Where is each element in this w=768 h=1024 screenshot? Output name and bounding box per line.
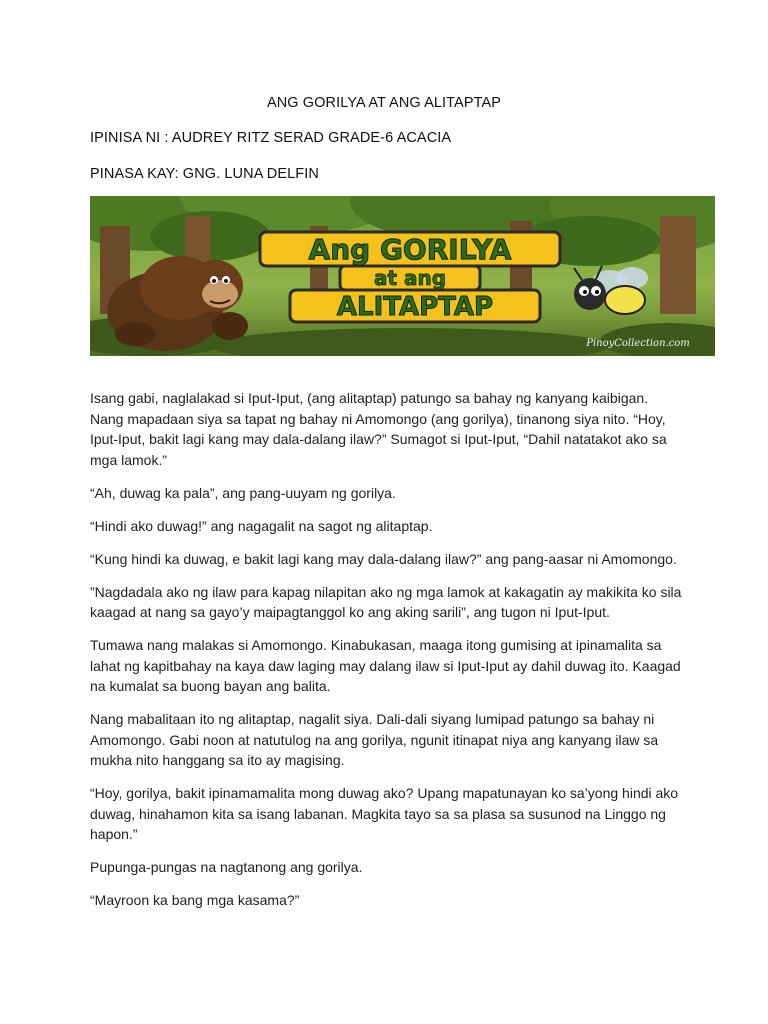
story-paragraph: Pupunga-pungas na nagtanong ang gorilya. <box>90 859 363 875</box>
banner-line-3: ALITAPTAP <box>336 292 494 322</box>
story-paragraph: Isang gabi, naglalakad si Iput-Iput, (ang alitaptap) patungo sa bahay ng kanyang kaibigan. Nang mapadaan siya sa tapat ng bahay ni Amomongo (ang gorilya), tinanong siya nito. “Hoy, Iput-Iput, bakit lagi kang may dala-dalang ilaw?” Sumagot si Iput-Iput, “Dahil natatakot ako sa mga lamok.” <box>90 390 667 468</box>
banner-line-1: Ang GORILYA <box>308 233 512 266</box>
banner-watermark: PinoyCollection.com <box>586 338 690 349</box>
story-paragraph: Tumawa nang malakas si Amomongo. Kinabukasan, maaga itong gumising at ipinamalita sa lahat ng kapitbahay na kaya daw laging may dalang ilaw si Iput-Iput ay dahil duwag ito. Kaagad na kumalat sa buong bayan ang balita. <box>90 637 681 694</box>
story-paragraph: “Ah, duwag ka pala”, ang pang-uuyam ng gorilya. <box>90 484 396 501</box>
story-paragraph: “Mayroon ka bang mga kasama?” <box>90 892 300 908</box>
submitted-to-line: PINASA KAY: GNG. LUNA DELFIN <box>90 166 319 182</box>
story-paragraph: “Kung hindi ka duwag, e bakit lagi kang may dala-dalang ilaw?” ang pang-aasar ni Amomongo. <box>90 550 677 567</box>
banner-line-2: at ang <box>373 266 447 290</box>
document-title: ANG GORILYA AT ANG ALITAPTAP <box>266 95 502 111</box>
story-paragraph: “Hindi ako duwag!” ang nagagalit na sagot ng alitaptap. <box>90 517 433 534</box>
story-body <box>90 388 682 923</box>
story-paragraph: ”Nagdadala ako ng ilaw para kapag nilapitan ako ng mga lamok at kakagatin ay makikita ko sila kaagad at nang sa gayo’y maipagtanggol ko ang aking sarili”, ang tugon ni Iput-Iput. <box>90 583 682 620</box>
story-banner-image <box>90 196 715 356</box>
story-paragraph: Nang mabalitaan ito ng alitaptap, nagalit siya. Dali-dali siyang lumipad patungo sa bahay ni Amomongo. Gabi noon at natutulog na ang gorilya, ngunit itinapat niya ang kanyang ilaw sa mukha nito hanggang sa ito ay magising. <box>90 711 659 768</box>
story-paragraph: “Hoy, gorilya, bakit ipinamamalita mong duwag ako? Upang mapatunayan ko sa’yong hindi ako duwag, hinahamon kita sa isang labanan. Magkita tayo sa sa plasa sa susunod na Linggo ng hapon.” <box>90 785 679 842</box>
submitted-by-line: IPINISA NI : AUDREY RITZ SERAD GRADE-6 ACACIA <box>90 130 452 146</box>
